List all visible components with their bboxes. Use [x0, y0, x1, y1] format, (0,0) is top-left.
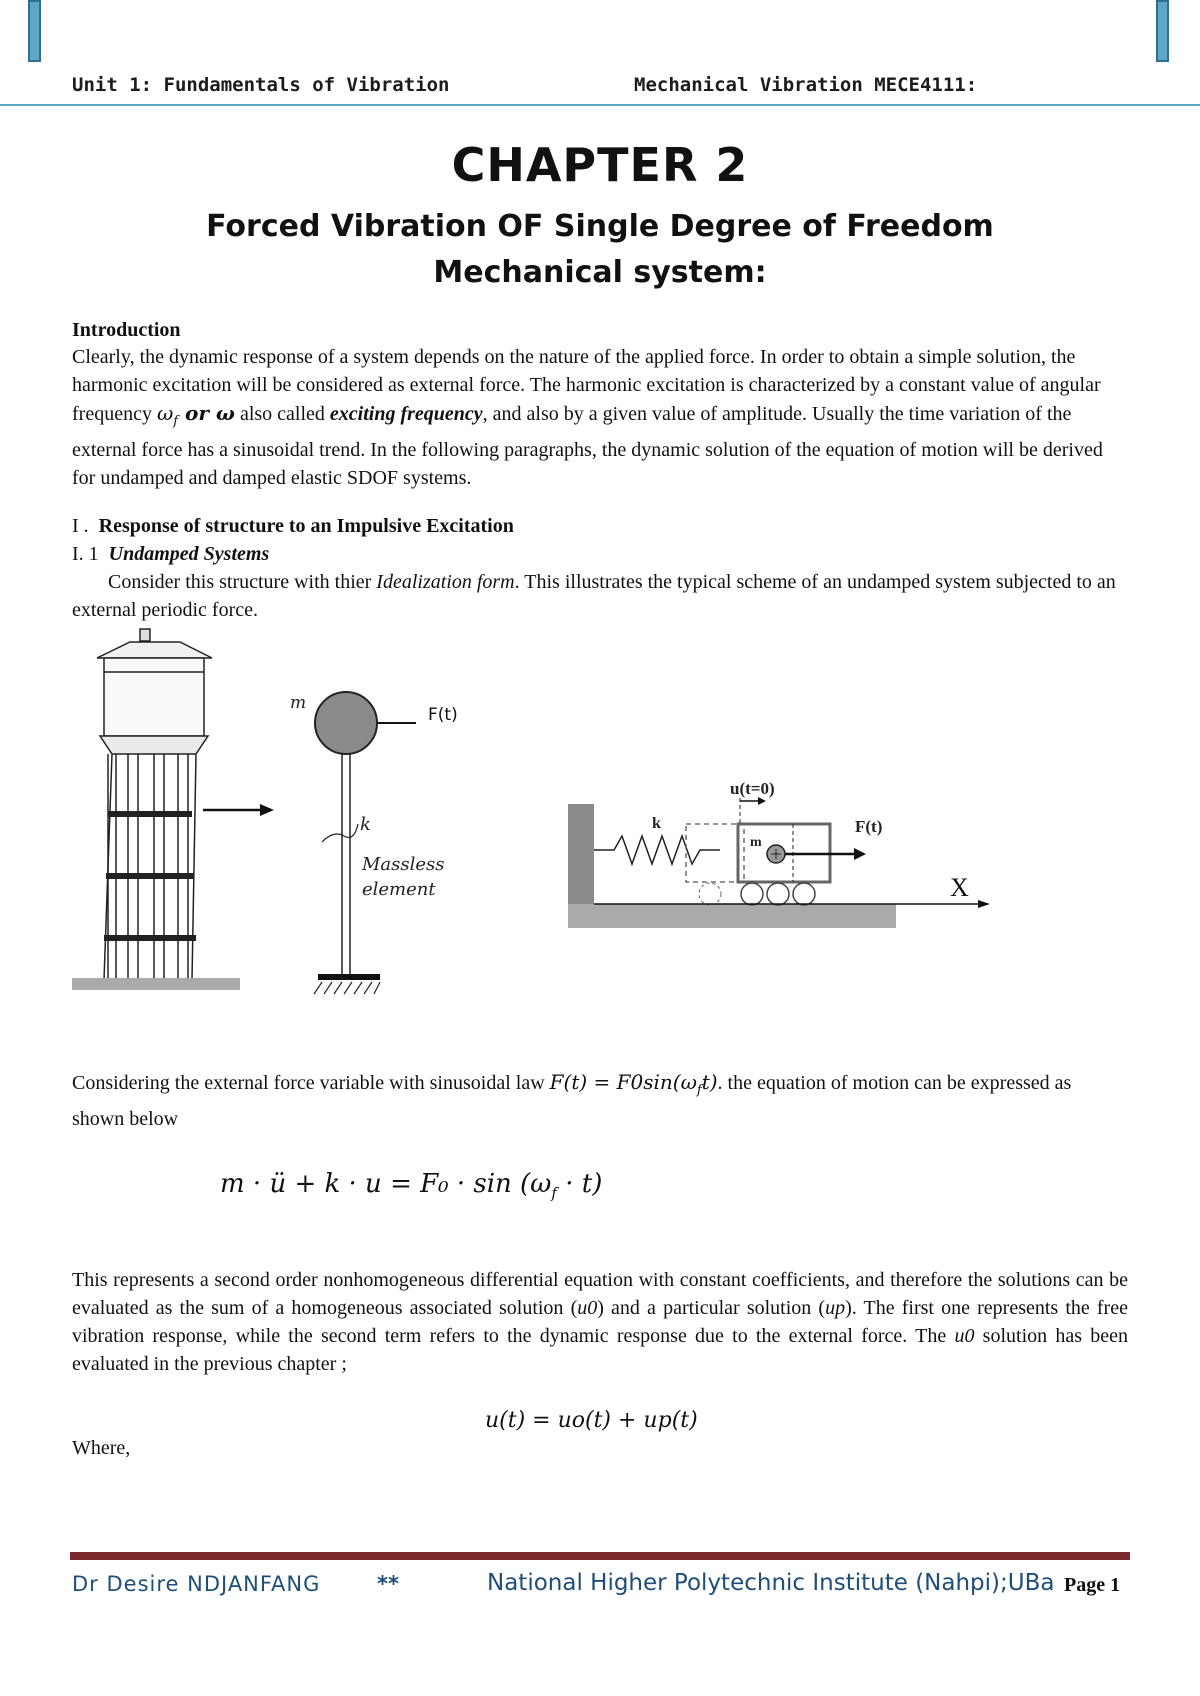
page-footer: [72, 1570, 1132, 1600]
spring-mass-schematic: [568, 779, 990, 928]
header-course: Mechanical Vibration MECE4111:: [634, 74, 978, 96]
header-unit: Unit 1: Fundamentals of Vibration: [72, 74, 450, 96]
massless-label-2: element: [362, 879, 436, 900]
force-paragraph: Considering the external force variable with sinusoidal law $F(t) = F0\sin(\omega_ft)$. the equation of motion can be expressed as shown below: [72, 1070, 1072, 1130]
footer-stars: **: [377, 1572, 399, 1596]
footer-rule: [70, 1552, 1130, 1560]
section-paragraph: Consider this structure with thier Idealization form. This illustrates the typical scheme of an undamped system subjected to an external periodic force.: [72, 571, 1116, 621]
total-solution-equation: u(t) = uo(t) + up(t): [485, 1408, 698, 1433]
arrow-to-idealization: [203, 804, 274, 816]
block-mass-label: m: [750, 835, 762, 850]
header-rule: [0, 104, 1200, 106]
footer-author: Dr Desire NDJANFANG: [72, 1572, 321, 1596]
where-label: Where,: [72, 1437, 131, 1459]
subsection-heading: I. 1 Undamped Systems: [72, 543, 270, 565]
corner-tab-left: [28, 0, 41, 62]
force-label: F(t): [428, 705, 458, 725]
block-force-label: F(t): [855, 817, 883, 836]
stiffness-label: k: [652, 815, 661, 832]
page-number: Page 1: [1064, 1574, 1121, 1596]
lumped-mass-model: [290, 692, 458, 994]
mass-label: m: [290, 693, 307, 713]
chapter-title: CHAPTER 2: [451, 138, 749, 192]
figure-structure-idealization: [0, 620, 1200, 1010]
x-axis-label: X: [950, 873, 969, 902]
intro-heading: Introduction: [72, 319, 181, 341]
solution-paragraph: This represents a second order nonhomogeneous differential equation with constant coefficients, and therefore the solutions can be evaluated as the sum of a homogeneous associated solution (u0) and a particular solution (up). The first one represents the free vibration response, while the second term refers to the dynamic response due to the external force. The u0 solution has been evaluated in the previous chapter ;: [72, 1269, 1128, 1375]
intro-paragraph: Clearly, the dynamic response of a system depends on the nature of the applied force. In order to obtain a simple solution, the harmonic excitation will be considered as external force. The harmonic excitation is characterized by a constant value of angular frequency $\omega_f$ or ω also called exciting frequency, and also by a given value of amplitude. Usually the time variation of the external force has a sinusoidal trend. In the following paragraphs, the dynamic solution of the equation of motion will be derived for undamped and damped elastic SDOF systems.: [72, 346, 1103, 489]
section-heading: I . Response of structure to an Impulsive Excitation: [72, 515, 514, 537]
footer-institute: National Higher Polytechnic Institute (Nahpi);UBa: [487, 1570, 1055, 1596]
massless-label-1: Massless: [362, 854, 445, 875]
chapter-subtitle: Forced Vibration OF Single Degree of Freedom Mechanical system:: [206, 209, 994, 290]
equation-of-motion: m · ü + $k \cdot u = F_0 \cdot \sin (\omega_f \cdot t)$: [220, 1169, 603, 1203]
corner-tab-right: [1156, 0, 1169, 62]
spring-label: k: [360, 814, 371, 835]
displacement-label: u(t=0): [730, 779, 775, 798]
